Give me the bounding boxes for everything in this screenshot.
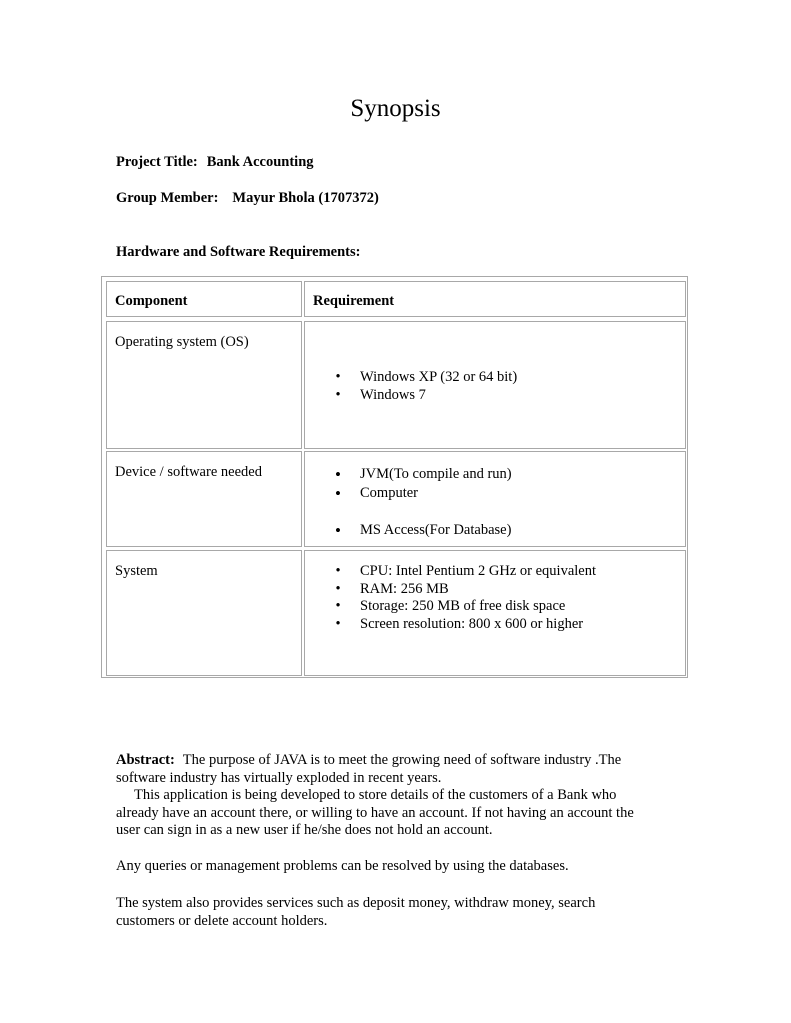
list-item: • JVM(To compile and run): [333, 465, 512, 484]
table-row-device-component: Device / software needed: [115, 464, 262, 480]
abstract-line-4: already have an account there, or willing to have an account. If not having an account the: [116, 804, 634, 821]
table-row-system-requirements-list: [333, 563, 596, 633]
table-row-device-component-cell: [106, 451, 302, 547]
table-row-system-component: System: [115, 563, 158, 579]
list-item: • CPU: Intel Pentium 2 GHz or equivalent: [333, 563, 596, 581]
table-row-system-requirements-cell: [304, 550, 686, 676]
table-header-component: Component: [115, 293, 188, 309]
group-member-line: [116, 189, 379, 207]
table-row-system-component-cell: [106, 550, 302, 676]
table-row-os-component-cell: [106, 321, 302, 449]
bullet-icon: •: [335, 521, 341, 540]
abstract-line-3: This application is being developed to store details of the customers of a Bank who: [134, 787, 617, 803]
list-item: • RAM: 256 MB: [333, 581, 596, 599]
project-title-value: Bank Accounting: [206, 154, 314, 170]
project-title-label: Project Title:: [116, 154, 198, 170]
table-row-device-requirements-list: [333, 465, 512, 540]
table-header-requirement: Requirement: [313, 293, 395, 309]
bullet-icon: •: [335, 465, 341, 484]
abstract-line-1: Abstract: The purpose of JAVA is to meet the growing need of software industry .The: [116, 752, 622, 768]
group-member-value: Mayur Bhola (1707372): [232, 190, 379, 206]
queries-paragraph: Any queries or management problems can be resolved by using the databases.: [116, 858, 569, 874]
bullet-icon: •: [335, 615, 341, 632]
list-item: • Windows XP (32 or 64 bit): [333, 369, 517, 387]
table-row-os-requirements-cell: [304, 321, 686, 449]
group-member-label: Group Member:: [116, 190, 219, 206]
list-item: • Windows 7: [333, 387, 517, 405]
bullet-icon: •: [335, 598, 341, 614]
list-item: • Storage: 250 MB of free disk space: [333, 598, 596, 616]
list-item: • Computer: [333, 484, 512, 503]
table-row-os-component: Operating system (OS): [115, 334, 249, 350]
project-title-line: [116, 153, 314, 171]
table-row-device-requirements-cell: [304, 451, 686, 547]
abstract-paragraph: [116, 752, 686, 840]
abstract-line-5: user can sign in as a new user if he/she does not hold an account.: [116, 822, 493, 838]
bullet-icon: •: [335, 580, 341, 597]
bullet-icon: •: [335, 386, 341, 403]
table-header-component-cell: [106, 281, 302, 317]
abstract-line-2: software industry has virtually exploded in recent years.: [116, 769, 442, 786]
abstract-label: Abstract:: [116, 752, 175, 768]
bullet-icon: •: [335, 484, 341, 503]
list-item: • Screen resolution: 800 x 600 or higher: [333, 616, 596, 634]
bullet-icon: •: [335, 563, 341, 579]
bullet-icon: •: [335, 369, 341, 385]
list-item: • MS Access(For Database): [333, 521, 512, 540]
requirements-heading: Hardware and Software Requirements:: [116, 244, 361, 260]
services-paragraph: The system also provides services such as deposit money, withdraw money, search customers or delete account holders.: [116, 895, 596, 929]
table-row-os-requirements-list: [333, 369, 517, 404]
page-title: Synopsis: [350, 95, 441, 122]
table-header-requirement-cell: [304, 281, 686, 317]
requirements-table: [101, 276, 688, 678]
